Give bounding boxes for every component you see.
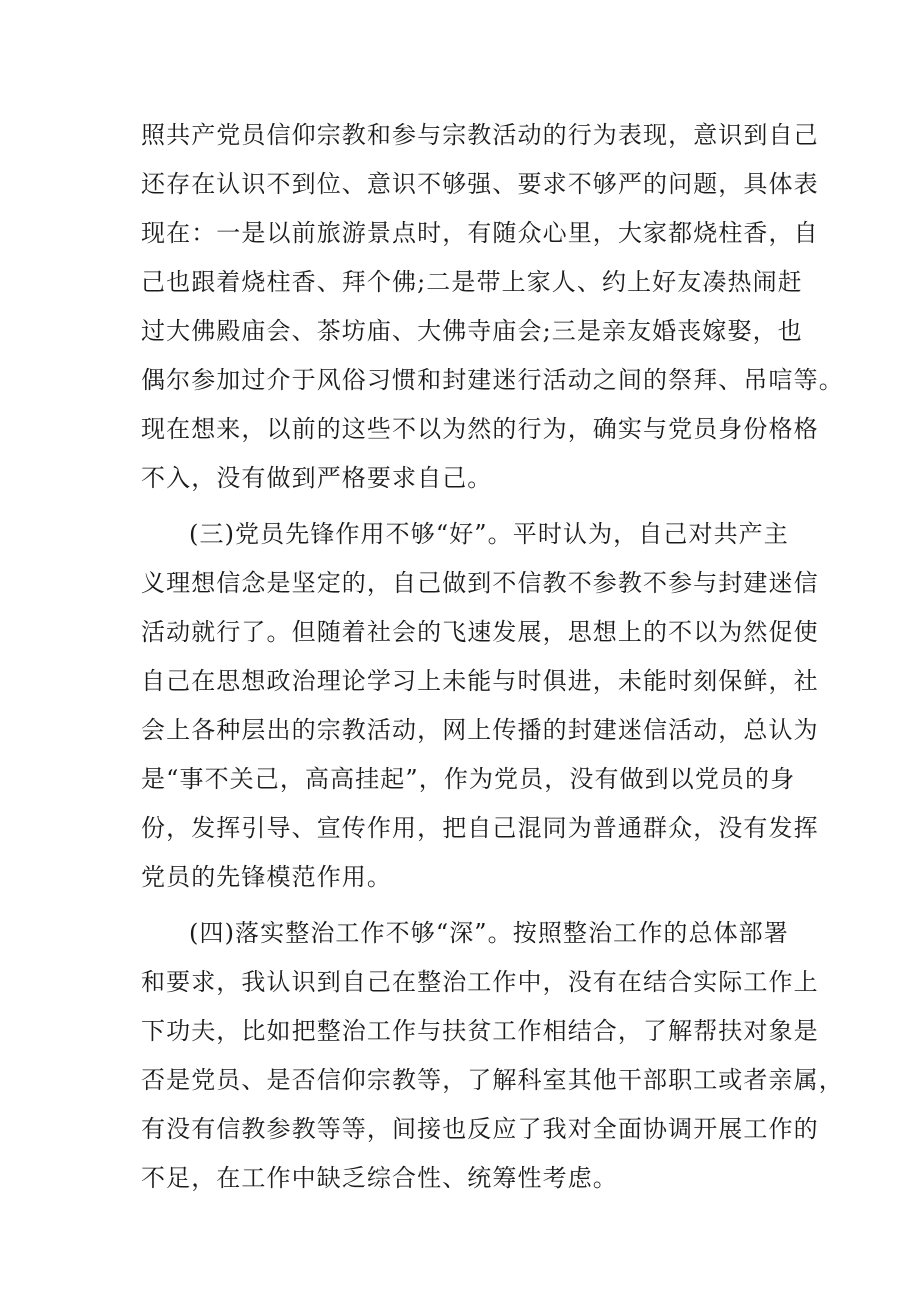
text-line: 是“事不关己，高高挂起”，作为党员，没有做到以党员的身 — [141, 765, 796, 793]
text-line: 义理想信念是坚定的，自己做到不信教不参教不参与封建迷信 — [141, 569, 819, 597]
text-line: 不入，没有做到严格要求自己。 — [141, 464, 493, 492]
text-line: 会上各种层出的宗教活动，网上传播的封建迷信活动，总认为 — [141, 716, 819, 744]
paragraph-heading-line: (三)党员先锋作用不够“好”。平时认为，自己对共产主 — [189, 520, 789, 548]
text-line: 下功夫，比如把整治工作与扶贫工作相结合，了解帮扶对象是 — [141, 1017, 819, 1045]
text-line: 不足，在工作中缺乏综合性、统筹性考虑。 — [141, 1164, 618, 1192]
text-line: 还存在认识不到位、意识不够强、要求不够严的问题，具体表 — [141, 170, 819, 198]
text-line: 党员的先锋模范作用。 — [141, 863, 392, 891]
paragraph-heading-line: (四)落实整治工作不够“深”。按照整治工作的总体部署 — [189, 919, 789, 947]
text-line: 否是党员、是否信仰宗教等，了解科室其他干部职工或者亲属， — [141, 1066, 844, 1094]
text-line: 现在：一是以前旅游景点时，有随众心里，大家都烧柱香，自 — [141, 219, 819, 247]
text-line: 自己在思想政治理论学习上未能与时俱进，未能时刻保鲜，社 — [141, 667, 819, 695]
text-line: 己也跟着烧柱香、拜个佛;二是带上家人、约上好友凑热闹赶 — [141, 268, 803, 296]
text-line: 活动就行了。但随着社会的飞速发展，思想上的不以为然促使 — [141, 618, 819, 646]
text-line: 照共产党员信仰宗教和参与宗教活动的行为表现，意识到自己 — [141, 121, 819, 149]
text-line: 份，发挥引导、宣传作用，把自己混同为普通群众，没有发挥 — [141, 814, 819, 842]
text-line: 有没有信教参教等等，间接也反应了我对全面协调开展工作的 — [141, 1115, 819, 1143]
text-line: 和要求，我认识到自己在整治工作中，没有在结合实际工作上 — [141, 968, 819, 996]
text-line: 过大佛殿庙会、茶坊庙、大佛寺庙会;三是亲友婚丧嫁娶，也 — [141, 317, 803, 345]
text-line: 偶尔参加过介于风俗习惯和封建迷行活动之间的祭拜、吊唁等。 — [141, 366, 844, 394]
text-line: 现在想来，以前的这些不以为然的行为，确实与党员身份格格 — [141, 415, 819, 443]
